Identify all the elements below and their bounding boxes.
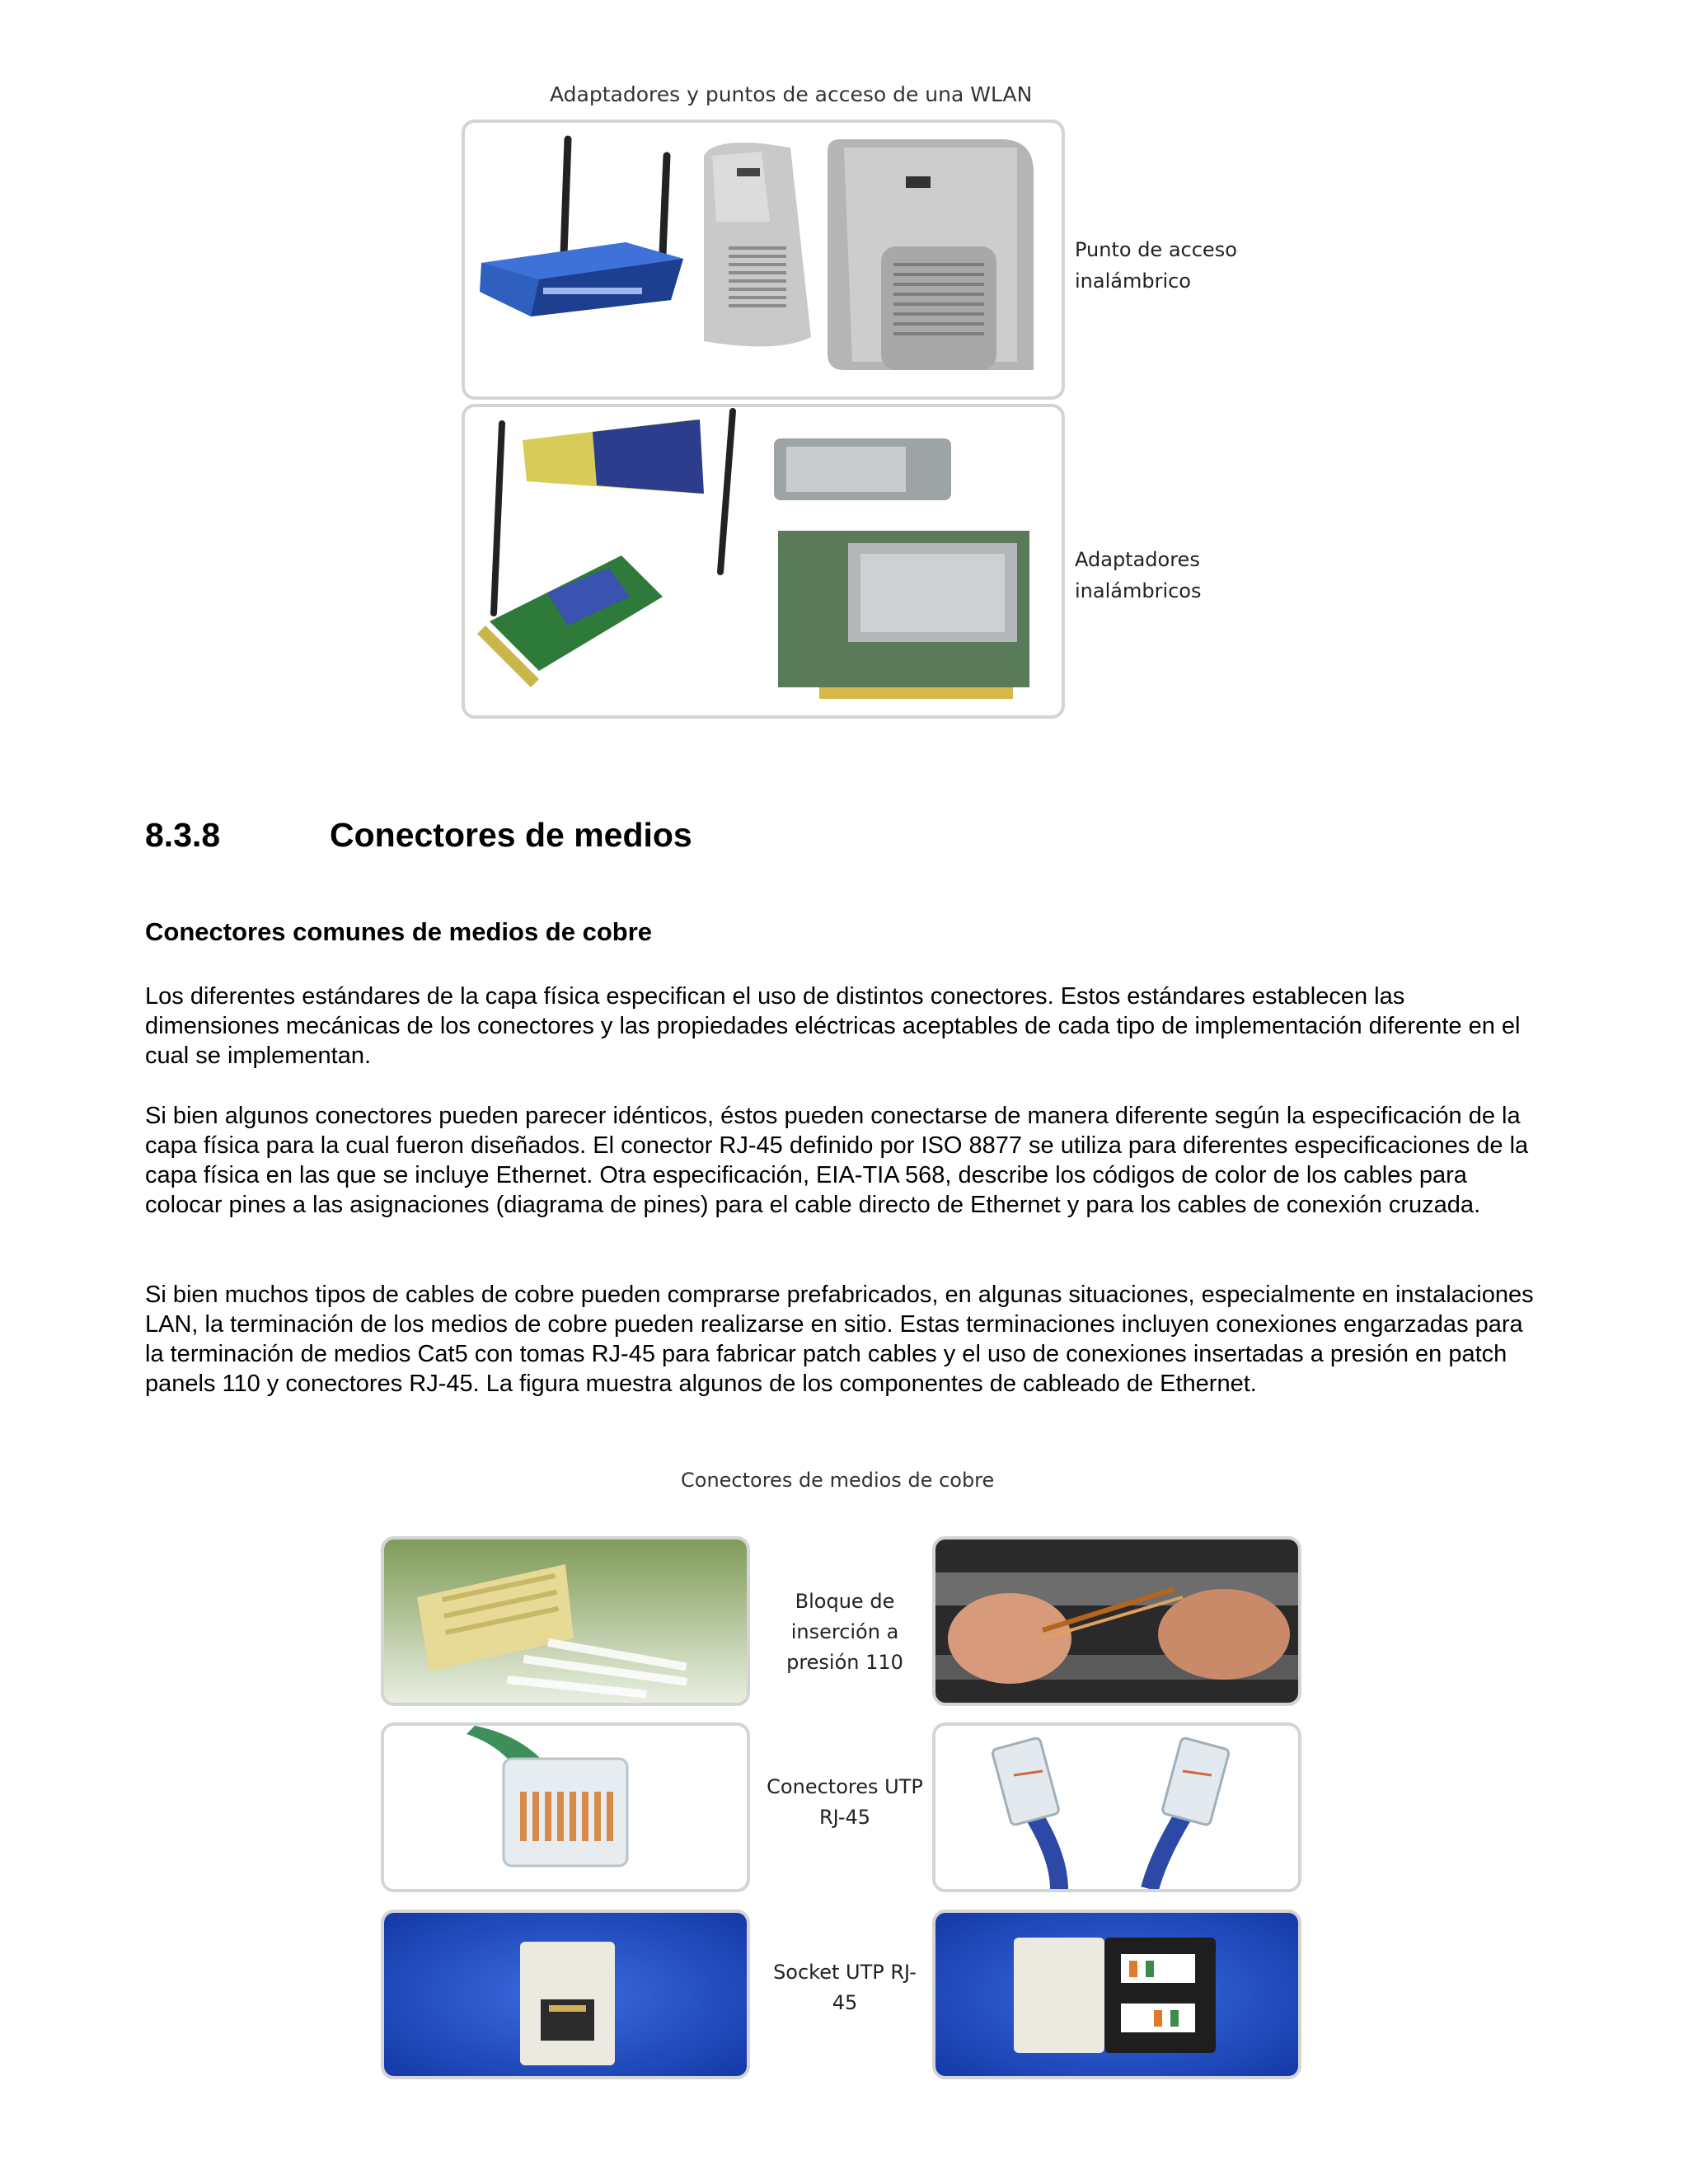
paragraph: Si bien muchos tipos de cables de cobre pueden comprarse prefabricados, en algunas situaciones, especialmente en instalaciones LAN, la terminación de los medios de cobre pueden realizarse en sitio. Estas terminaciones incluyen conexiones engarzadas para la terminación de medios Cat5 con tomas RJ-45 para fabricar patch cables y el uso de conexiones insertadas a presión en patch panels 110 y conectores RJ-45. La figura muestra algunos de los componentes de cableado de Ethernet. bbox=[145, 1282, 1534, 1397]
access-point-image bbox=[462, 120, 1065, 400]
rj45-patch-cables-image bbox=[932, 1722, 1301, 1892]
access-point-label: Punto de acceso inalámbrico bbox=[1075, 238, 1237, 293]
access-point-tall-illustration bbox=[704, 143, 811, 346]
figure1-caption: Adaptadores y puntos de acceso de una WLAN bbox=[550, 82, 1033, 106]
rj45-socket-image bbox=[381, 1910, 750, 2079]
figure2-caption: Conectores de medios de cobre bbox=[681, 1469, 995, 1492]
socket-label: Socket UTP RJ- 45 bbox=[773, 1961, 917, 2014]
access-point-square-illustration bbox=[828, 139, 1034, 370]
rj45-label: Conectores UTP RJ-45 bbox=[767, 1775, 923, 1829]
wireless-adapters-image bbox=[462, 404, 1065, 719]
cisco-pc-card-illustration bbox=[774, 438, 951, 500]
paragraph: Los diferentes estándares de la capa física especifican el uso de distintos conectores. Estos estándares establecen las dimensiones mecánicas de los conectores y las propiedades eléctricas aceptables de cada tipo de implementación diferente en el cual se implementan. bbox=[145, 983, 1521, 1069]
section-title: Conectores de medios bbox=[330, 816, 692, 854]
paragraph: Si bien algunos conectores pueden parecer idénticos, éstos pueden conectarse de manera diferente según la especificación de la capa física para la cual fueron diseñados. El conector RJ-45 definido por ISO 8877 se utiliza para diferentes especificaciones de la capa física en las que se incluye Ethernet. Otra especificación, EIA-TIA 568, describe los códigos de color de los cables para colocar pines a las asignaciones (diagrama de pines) para el cable directo de Ethernet y para los cables de conexión cruzada. bbox=[145, 1103, 1529, 1218]
wireless-router-illustration bbox=[480, 139, 683, 316]
rj45-socket-wired-image bbox=[932, 1910, 1301, 2079]
subheading: Conectores comunes de medios de cobre bbox=[145, 917, 653, 946]
section-number: 8.3.8 bbox=[145, 816, 221, 854]
punch-down-label: Bloque de inserción a presión 110 bbox=[786, 1590, 903, 1674]
pcmcia-card-illustration bbox=[523, 419, 704, 494]
adapters-label: Adaptadores inalámbricos bbox=[1075, 548, 1202, 602]
rj45-connector-closeup-image bbox=[381, 1722, 750, 1892]
punch-down-termination-image bbox=[932, 1536, 1301, 1706]
punch-down-block-image bbox=[381, 1536, 750, 1706]
